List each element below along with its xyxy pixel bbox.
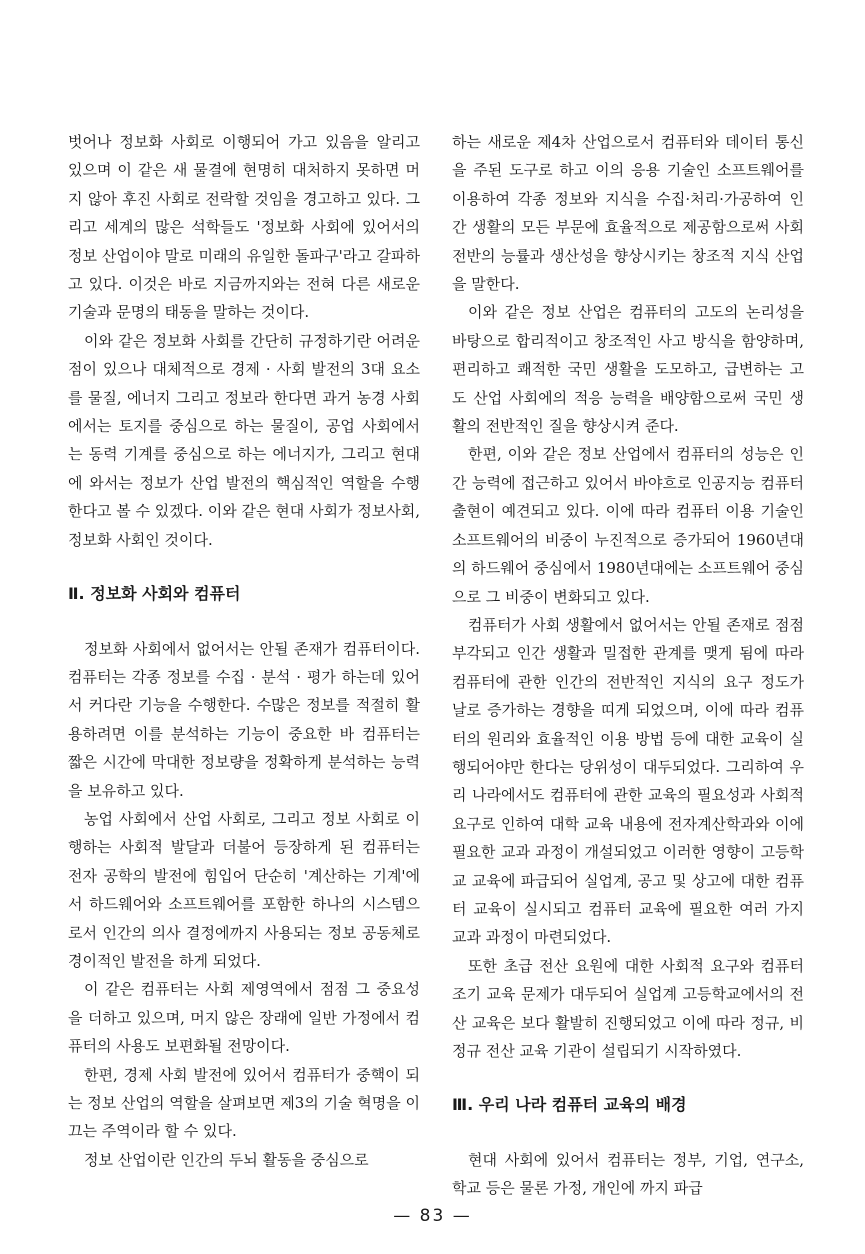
section-heading-2: Ⅱ. 정보화 사회와 컴퓨터 — [68, 584, 241, 604]
right-paragraph-1: 하는 새로운 제4차 산업으로서 컴퓨터와 데이터 통신을 주된 도구로 하고 이의 응용 기술인 소프트웨어를 이용하여 각종 정보와 지식을 수집·처리·가공하여 인간 생활의 모든 부문에 효율적으로 제공함으로써 사회 전반의 능률과 생산성을 향상시키는 창조적 지식 산업을 말한다. — [452, 133, 804, 294]
right-paragraph-3: 한편, 이와 같은 정보 산업에서 컴퓨터의 성능은 인간 능력에 접근하고 있어서 바야흐로 인공지능 컴퓨터 출현이 예견되고 있다. 이에 따라 컴퓨터 이용 기술인 소프트웨어의 비중이 누진적으로 증가되어 1960년대의 하드웨어 중심에서 1980년대에는 소프트웨어 중심으로 그 비중이 변화되고 있다. — [452, 445, 804, 606]
left-column — [68, 128, 420, 1174]
right-paragraph-4: 컴퓨터가 사회 생활에서 없어서는 안될 존재로 점점 부각되고 인간 생활과 밀접한 관계를 맺게 됨에 따라 컴퓨터에 관한 인간의 전반적인 지식의 요구 정도가 날로 증가하는 경향을 띠게 되었으며, 이에 따라 컴퓨터의 원리와 효율적인 이용 방법 등에 대한 교육이 실행되어야만 한다는 당위성이 대두되었다. 그리하여 우리 나라에서도 컴퓨터에 관한 교육의 필요성과 사회적 요구로 인하여 대학 교육 내용에 전자계산학과와 이에 필요한 교과 과정이 개설되었고 이러한 영향이 고등학교 교육에 파급되어 실업계, 공고 및 상고에 대한 컴퓨터 교육이 실시되고 컴퓨터 교육에 필요한 여러 가지 교과 과정이 마련되었다. — [452, 615, 804, 947]
page-number: — 83 — — [393, 1206, 472, 1226]
left-paragraph-6: 한편, 경제 사회 발전에 있어서 컴퓨터가 중핵이 되는 정보 산업의 역할을 살펴보면 제3의 기술 혁명을 이끄는 주역이라 할 수 있다. — [68, 1065, 420, 1141]
left-paragraph-1: 벗어나 정보화 사회로 이행되어 가고 있음을 알리고 있으며 이 같은 새 물결에 현명히 대처하지 못하면 머지 않아 후진 사회로 전락할 것임을 경고하고 있다. 그리고 세계의 많은 석학들도 '정보화 사회에 있어서의 정보 산업이야 말로 미래의 유일한 돌파구'라고 갈파하고 있다. 이것은 바로 지금까지와는 전혀 다른 새로운 기술과 문명의 태동을 말하는 것이다. — [68, 133, 420, 322]
left-paragraph-5: 이 같은 컴퓨터는 사회 제영역에서 점점 그 중요성을 더하고 있으며, 머지 않은 장래에 일반 가정에서 컴퓨터의 사용도 보편화될 전망이다. — [68, 980, 420, 1056]
left-paragraph-4: 농업 사회에서 산업 사회로, 그리고 정보 사회로 이행하는 사회적 발달과 더불어 등장하게 된 컴퓨터는 전자 공학의 발전에 힘입어 단순히 '계산하는 기계'에서 하드웨어와 소프트웨어를 포함한 하나의 시스템으로서 인간의 의사 결정에까지 사용되는 정보 공동체로 경이적인 발전을 하게 되었다. — [68, 809, 420, 970]
left-paragraph-7: 정보 산업이란 인간의 두뇌 활동을 중심으로 — [84, 1150, 369, 1169]
section-heading-3: Ⅲ. 우리 나라 컴퓨터 교육의 배경 — [452, 1095, 687, 1115]
right-column — [452, 128, 804, 1203]
left-paragraph-3: 정보화 사회에서 없어서는 안될 존재가 컴퓨터이다. 컴퓨터는 각종 정보를 수집 · 분석 · 평가 하는데 있어서 커다란 기능을 수행한다. 수많은 정보를 적절히 활용하려면 이를 분석하는 기능이 중요한 바 컴퓨터는 짧은 시간에 막대한 정보량을 정확하게 분석하는 능력을 보유하고 있다. — [68, 639, 420, 800]
right-paragraph-2: 이와 같은 정보 산업은 컴퓨터의 고도의 논리성을 바탕으로 합리적이고 창조적인 사고 방식을 함양하며, 편리하고 쾌적한 국민 생활을 도모하고, 급변하는 고도 산업 사회에의 적응 능력을 배양함으로써 국민 생활의 전반적인 질을 향상시켜 준다. — [452, 303, 804, 436]
right-paragraph-5: 또한 초급 전산 요원에 대한 사회적 요구와 컴퓨터 조기 교육 문제가 대두되어 실업계 고등학교에서의 전산 교육은 보다 활발히 진행되었고 이에 따라 정규, 비정규 전산 교육 기관이 설립되기 시작하였다. — [452, 956, 804, 1060]
right-paragraph-6: 현대 사회에 있어서 컴퓨터는 정부, 기업, 연구소, 학교 등은 물론 가정, 개인에 까지 파급 — [452, 1150, 804, 1198]
left-paragraph-2: 이와 같은 정보화 사회를 간단히 규정하기란 어려운 점이 있으나 대체적으로 경제 · 사회 발전의 3대 요소를 물질, 에너지 그리고 정보라 한다면 과거 농경 사회에서는 토지를 중심으로 하는 물질이, 공업 사회에서는 동력 기계를 중심으로 하는 에너지가, 그리고 현대에 와서는 정보가 산업 발전의 핵심적인 역할을 수행한다고 볼 수 있겠다. 이와 같은 현대 사회가 정보사회, 정보화 사회인 것이다. — [68, 331, 420, 549]
